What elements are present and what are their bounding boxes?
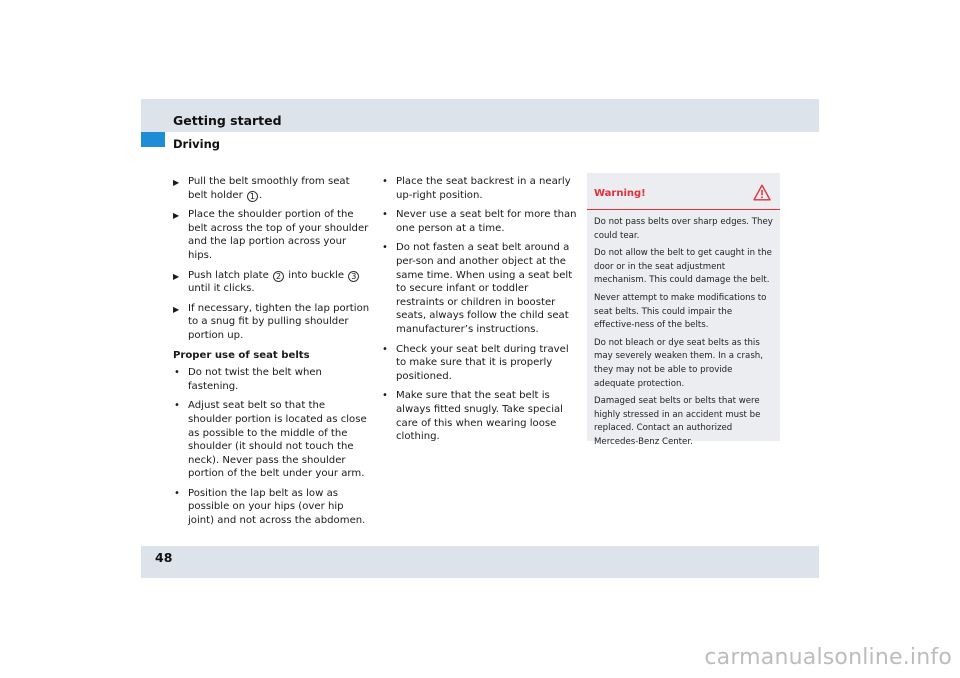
bullet-item: • Check your seat belt during travel to make sure that it is properly positioned.: [382, 343, 569, 382]
bullet-icon: •: [382, 209, 388, 221]
bullet-icon: •: [382, 390, 388, 402]
bullet-icon: •: [174, 367, 180, 379]
warning-box: [587, 173, 780, 447]
callout-1: 1: [247, 191, 258, 202]
arrow-icon: ▶: [173, 178, 180, 187]
callout-2: 2: [273, 271, 284, 282]
warning-paragraph: Do not pass belts over sharp edges. They could tear.: [594, 217, 773, 241]
chapter-title: Getting started: [173, 113, 282, 128]
bullet-item: • Do not twist the belt when fastening.: [174, 367, 322, 392]
bullet-item: • Position the lap belt as low as possible on your hips (over hip joint) and not across the abdomen.: [174, 487, 366, 527]
bullet-icon: •: [174, 487, 180, 499]
footer-band: [141, 546, 819, 578]
left-column: [173, 175, 370, 534]
warning-paragraph: Do not allow the belt to get caught in the door or in the seat adjustment mechanism. This could damage the belt.: [594, 248, 772, 286]
step-item: ▶ Push latch plate 2 into buckle 3 until it clicks.: [173, 269, 370, 296]
warning-body: [587, 210, 780, 450]
warning-paragraph: Damaged seat belts or belts that were highly stressed in an accident must be replaced. Contact an authorized Mercedes-Benz Center.: [594, 396, 761, 447]
bullet-item: • Never use a seat belt for more than one person at a time.: [382, 209, 577, 234]
page-number: 48: [155, 550, 173, 565]
bullet-icon: •: [382, 242, 388, 254]
bullet-item: • Make sure that the seat belt is always fitted snugly. Take special care of this when wearing loose clothing.: [382, 390, 563, 443]
arrow-icon: ▶: [173, 211, 180, 221]
warning-triangle-icon: [753, 184, 771, 201]
bullet-icon: •: [174, 400, 180, 412]
callout-3: 3: [348, 271, 359, 282]
bullet-item: • Place the seat backrest in a nearly up-right position.: [382, 176, 571, 201]
arrow-icon: ▶: [173, 304, 180, 314]
bullet-icon: •: [382, 343, 388, 355]
bullet-item: • Adjust seat belt so that the shoulder portion is located as close as possible to the middle of the shoulder (it should not touch the neck). Never pass the shoulder portion of the belt under your arm.: [174, 400, 367, 480]
warning-title: Warning!: [594, 188, 646, 199]
warning-paragraph: Do not bleach or dye seat belts as this may severely weaken them. In a crash, they may not be able to provide adequate protection.: [594, 337, 763, 389]
step-item: ▶ If necessary, tighten the lap portion to a snug fit by pulling shoulder portion up.: [173, 302, 370, 341]
arrow-icon: ▶: [173, 271, 180, 281]
warning-paragraph: Never attempt to make modifications to seat belts. This could impair the effective-ness of the belts.: [594, 292, 767, 331]
warning-header: [587, 173, 780, 210]
section-marker: [141, 132, 165, 147]
section-title: Driving: [173, 137, 221, 151]
watermark: carmanualsonline.info: [704, 645, 952, 670]
step-item: ▶ Place the shoulder portion of the belt across the top of your shoulder and the lap portion across your hips.: [173, 209, 369, 261]
bullet-item: • Do not fasten a seat belt around a per-son and another object at the same time. When using a seat belt to secure infant or toddler restraints or children in booster seats, always follow the child seat manufacturer’s instructions.: [382, 242, 573, 335]
step-item: ▶ Pull the belt smoothly from seat belt holder 1 .: [173, 176, 350, 201]
bullet-icon: •: [382, 176, 388, 187]
middle-column: [381, 175, 577, 450]
subheading: Proper use of seat belts: [173, 349, 310, 361]
